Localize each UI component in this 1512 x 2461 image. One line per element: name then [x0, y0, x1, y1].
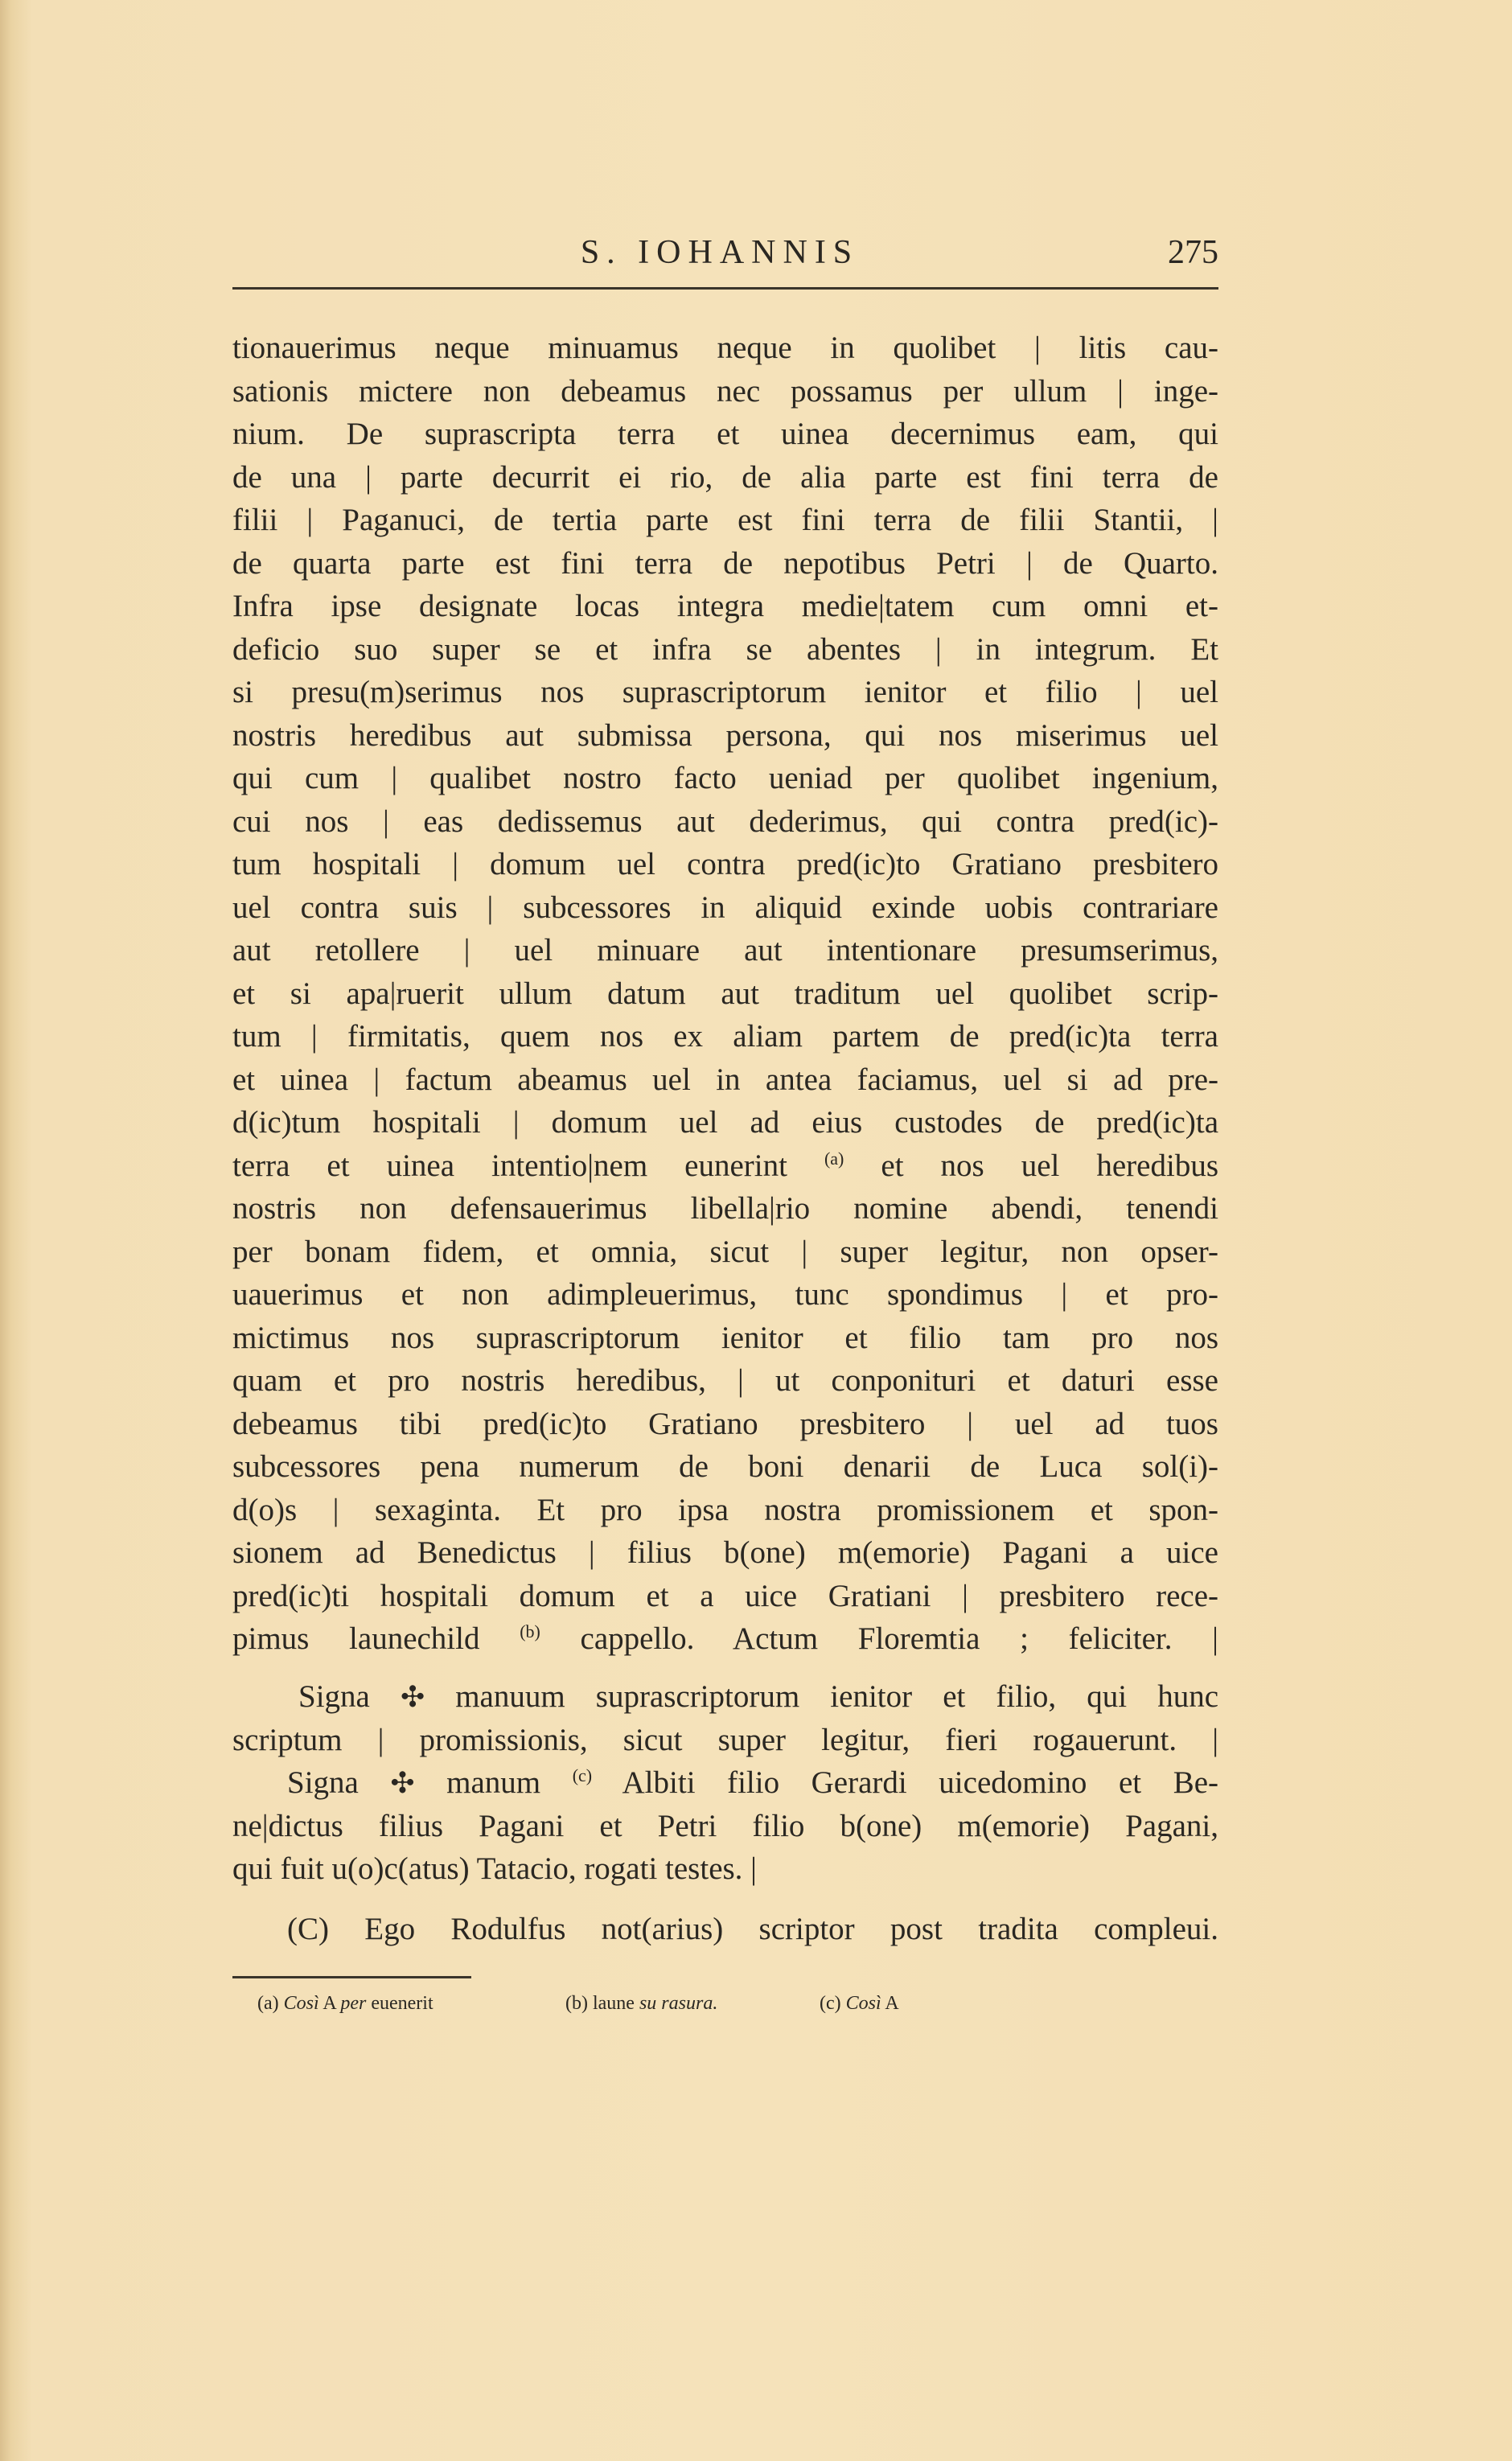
- text-segment: tum | firmitatis, quem nos ex aliam partem de pred(ic)ta terra: [232, 1019, 1218, 1054]
- footnote: [565, 1993, 717, 2015]
- text-segment: manum: [414, 1765, 573, 1800]
- footnote: [820, 1993, 899, 2015]
- body-line: [232, 499, 1218, 542]
- body-line: [232, 1144, 1218, 1188]
- body-line: [232, 370, 1218, 413]
- body-line: [232, 972, 1218, 1016]
- text-segment: uauerimus et non adimpleuerimus, tunc spondimus | et pro-: [232, 1277, 1218, 1312]
- text-segment: Infra ipse designate locas integra medie|tatem cum omni et-: [232, 589, 1218, 623]
- text-segment: d(o)s | sexaginta. Et pro ipsa nostra promissionem et spon-: [232, 1492, 1218, 1527]
- italic-text: Così: [845, 1993, 881, 2014]
- signa-line: [232, 1805, 1218, 1848]
- text-segment: tum hospitali | domum uel contra pred(ic)to Gratiano presbitero: [232, 847, 1218, 881]
- body-line: [232, 800, 1218, 844]
- italic-text: su rasura.: [639, 1993, 718, 2014]
- footnote-marker: (c): [572, 1765, 593, 1785]
- signa-line: [232, 1847, 1218, 1891]
- text-segment: A: [318, 1993, 341, 2014]
- text-segment: A: [881, 1993, 899, 2014]
- body-line: [232, 1187, 1218, 1230]
- body-line: [232, 1101, 1218, 1144]
- text-segment: scriptum | promissionis, sicut super legitur, fieri rogauerunt. |: [232, 1722, 1218, 1757]
- text-segment: nostris heredibus aut submissa persona, qui nos miserimus uel: [232, 717, 1218, 753]
- text-segment: manuum suprascriptorum ienitor et filio, qui hunc: [425, 1679, 1219, 1714]
- text-segment: Signa: [298, 1679, 401, 1714]
- text-segment: ne|dictus filius Pagani et Petri filio b(one) m(emorie) Pagani,: [232, 1808, 1218, 1843]
- body-line: [232, 1617, 1218, 1661]
- body-line: [232, 1445, 1218, 1489]
- signum-cross-icon: ✣: [400, 1681, 425, 1713]
- signum-cross-icon: ✣: [390, 1767, 415, 1799]
- text-segment: qui cum | qualibet nostro facto ueniad per quolibet ingenium,: [232, 761, 1218, 795]
- text-segment: (a): [257, 1993, 284, 2014]
- footnote: [257, 1993, 433, 2015]
- text-segment: cui nos | eas dedissemus aut dederimus, qui contra pred(ic)-: [232, 803, 1218, 839]
- header-title: S. IOHANNIS: [580, 234, 860, 271]
- text-segment: et uinea | factum abeamus uel in antea faciamus, uel si ad pre-: [232, 1062, 1218, 1097]
- body-line: [232, 843, 1218, 886]
- body-line: [232, 585, 1218, 628]
- text-segment: Signa: [287, 1765, 391, 1800]
- text-segment: mictimus nos suprascriptorum ienitor et filio tam pro nos: [232, 1320, 1218, 1355]
- text-segment: quam et pro nostris heredibus, | ut conponituri et daturi esse: [232, 1363, 1218, 1398]
- footnote-rule: [232, 1976, 471, 1978]
- body-line: [232, 1058, 1218, 1102]
- text-segment: de quarta parte est fini terra de nepotibus Petri | de Quarto.: [232, 545, 1218, 581]
- text-segment: Albiti filio Gerardi uicedomino et Be-: [592, 1765, 1218, 1800]
- text-segment: qui fuit u(o)c(atus) Tatacio, rogati testes. |: [232, 1851, 757, 1886]
- notary-subscription: [232, 1908, 1218, 1951]
- text-segment: et nos uel heredibus: [844, 1148, 1218, 1183]
- italic-text: per: [340, 1993, 367, 2014]
- body-line: [232, 1230, 1218, 1274]
- page-number: 275: [1168, 234, 1218, 271]
- body-line: [232, 886, 1218, 930]
- signa-line: [232, 1675, 1218, 1719]
- signa-line: [232, 1719, 1218, 1762]
- body-line: [232, 1015, 1218, 1058]
- text-segment: per bonam fidem, et omnia, sicut | super legitur, non opser-: [232, 1234, 1218, 1269]
- text-segment: sationis mictere non debeamus nec possamus per ullum | inge-: [232, 373, 1218, 409]
- text-segment: nium. De suprascripta terra et uinea decernimus eam, qui: [232, 417, 1218, 451]
- body-line: [232, 327, 1218, 370]
- text-segment: aut retollere | uel minuare aut intentionare presumserimus,: [232, 933, 1218, 968]
- text-segment: filii | Paganuci, de tertia parte est fini terra de filii Stantii, |: [232, 503, 1218, 537]
- text-segment: d(ic)tum hospitali | domum uel ad eius custodes de pred(ic)ta: [232, 1105, 1218, 1140]
- body-line: [232, 1403, 1218, 1446]
- body-line: [232, 757, 1218, 800]
- text-segment: cappello. Actum Floremtia ; feliciter. |: [540, 1621, 1218, 1656]
- text-segment: deficio suo super se et infra se abentes | in integrum. Et: [232, 631, 1218, 667]
- text-segment: pred(ic)ti hospitali domum et a uice Gratiani | presbitero rece-: [232, 1578, 1218, 1613]
- body-line: [232, 542, 1218, 585]
- footnote-marker: (b): [520, 1621, 540, 1641]
- body-line: [232, 929, 1218, 972]
- body-line: [232, 671, 1218, 714]
- text-segment: de una | parte decurrit ei rio, de alia parte est fini terra de: [232, 459, 1218, 495]
- subscription-line: [232, 1908, 1218, 1951]
- text-segment: et si apa|ruerit ullum datum aut traditum uel quolibet scrip-: [232, 976, 1218, 1011]
- body-line: [232, 1359, 1218, 1403]
- text-segment: si presu(m)serimus nos suprascriptorum ienitor et filio | uel: [232, 675, 1218, 709]
- signa-line: [232, 1761, 1218, 1805]
- body-line: [232, 1489, 1218, 1532]
- text-segment: (c): [820, 1993, 846, 2014]
- body-line: [232, 628, 1218, 672]
- text-segment: pimus launechild: [232, 1621, 520, 1656]
- footnote-marker: (a): [824, 1148, 844, 1169]
- text-segment: nostris non defensauerimus libella|rio nomine abendi, tenendi: [232, 1191, 1218, 1226]
- text-segment: terra et uinea intentio|nem eunerint: [232, 1148, 824, 1183]
- text-segment: subcessores pena numerum de boni denarii de Luca sol(i)-: [232, 1449, 1218, 1484]
- italic-text: Così: [283, 1993, 319, 2014]
- signatures-block: [232, 1675, 1218, 1891]
- text-segment: (b) laune: [565, 1993, 639, 2014]
- charter-text: [232, 327, 1218, 1661]
- body-line: [232, 714, 1218, 758]
- text-segment: uel contra suis | subcessores in aliquid exinde uobis contrariare: [232, 889, 1218, 925]
- header-rule: [232, 287, 1218, 290]
- text-segment: sionem ad Benedictus | filius b(one) m(emorie) Pagani a uice: [232, 1535, 1218, 1570]
- body-line: [232, 413, 1218, 456]
- text-segment: debeamus tibi pred(ic)to Gratiano presbitero | uel ad tuos: [232, 1406, 1218, 1441]
- body-line: [232, 1317, 1218, 1360]
- body-line: [232, 1531, 1218, 1575]
- body-line: [232, 456, 1218, 499]
- text-segment: tionauerimus neque minuamus neque in quolibet | litis cau-: [232, 331, 1218, 365]
- body-line: [232, 1273, 1218, 1317]
- body-line: [232, 1575, 1218, 1618]
- text-segment: euenerit: [366, 1993, 433, 2014]
- text-segment: (C) Ego Rodulfus not(arius) scriptor post tradita compleui.: [287, 1912, 1218, 1946]
